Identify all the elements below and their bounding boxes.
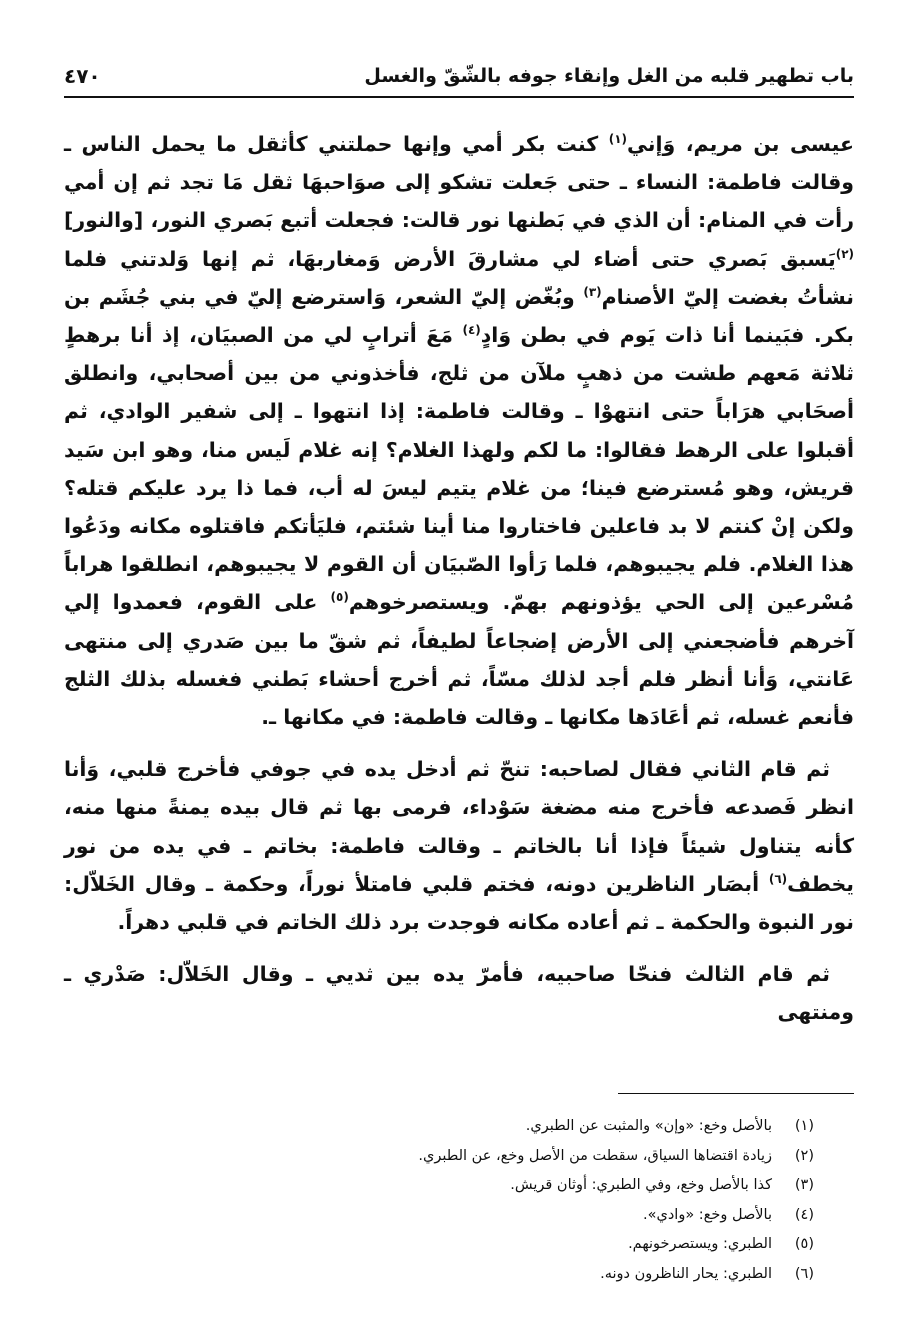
footnotes-list — [120, 1112, 814, 1289]
footnote-item — [120, 1142, 814, 1172]
footnote-text: بالأصل وخع: «وادي». — [643, 1206, 772, 1223]
paragraph-text: كنت بكر أمي وإنها حملتني كأثقل ما يحمل الناس ـ وقالت فاطمة: النساء ـ حتى جَعلت تشكو إلى صوَاحبهَا ثقل مَا تجد ثم إن أمي رأت في المنام: أن الذي في بَطنها نور قالت: فجعلت أتبع بَصري النور، [والنور] — [64, 132, 854, 233]
footnote-number: (٢) — [794, 1147, 814, 1164]
paragraph-text: عيسى بن مريم، وَإني — [627, 132, 854, 156]
paragraph-text: أبصَار الناظرين دونه، فختم قلبي فامتلأ نوراً، وحكمة ـ وقال الخَلاّل: نور النبوة والحكمة ـ ثم أعاده مكانه فوجدت برد ذلك الخاتم في قلبي دهراً. — [64, 871, 854, 935]
footnote-number: (١) — [794, 1118, 814, 1134]
footnote-text: الطبري: ويستصرخونهم. — [628, 1236, 772, 1252]
footnote-marker: (٦) — [768, 872, 788, 887]
body-paragraph — [64, 955, 854, 1031]
paragraph-text: مَعَ أترابٍ لي من الصبيَان، إذ أنا برهطٍ ثلاثة مَعهم طشت من ذهبٍ ملآن من ثلج، فأخذوني من بين أصحابي، وانطلق أصحَابي هرَاباً حتى انتهوْا ـ وقالت فاطمة: إذا انتهوا ـ إلى شفير الوادي، ثم أقبلوا على الرهط فقالوا: ما لكم ولهذا الغلام؟ إنه غلام لَيس منا، وهو ابن سَيد قريش، وهو مُسترضع فينا؛ من غلام يتيم ليسَ له أب، فما ذا يرد عليكم قتله؟ ولكن إنْ كنتم لا بد فاعلين فاختاروا منا أينا شئتم، فليَأتكم فاقتلوه مكانه ودَعُوا هذا الغلام. فلم يجيبوهم، فلما رَأوا الصّبيَان أن القوم لا يجيبوهم، انطلقوا هراباً مُسْرعين إلى الحي يؤذونهم بهمّ. ويستصرخوهم — [64, 323, 855, 615]
footnote-item — [120, 1171, 814, 1201]
footnote-text: الطبري: يحار الناظرون دونه. — [600, 1265, 772, 1282]
footnote-number: (٥) — [794, 1236, 814, 1252]
page-number: ٤٧٠ — [64, 64, 101, 88]
paragraph-text: على القوم، فعمدوا إلي آخرهم فأضجعني إلى الأرض إضجاعاً لطيفاً، ثم شقّ ما بين صَدري إلى منتهى عَانتي، وَأنا أنظر فلم أجد لذلك مسّاً، ثم أخرج أحشاء بَطني فغسله بذلك الثلج فأنعم غسله، ثم أعَادَها مكانها ـ وقالت فاطمة: في مكانها ـ. — [64, 590, 854, 730]
chapter-title: باب تطهير قلبه من الغل وإنقاء جوفه بالشّقّ والغسل — [364, 65, 854, 87]
footnote-text: بالأصل وخع: «وإن» والمثبت عن الطبري. — [525, 1118, 772, 1134]
footnote-marker: (٢) — [835, 246, 854, 261]
footnote-marker: (٤) — [462, 323, 481, 338]
footnote-number: (٤) — [794, 1206, 814, 1223]
footnote-number: (٦) — [794, 1265, 814, 1282]
footnote-text: كذا بالأصل وخع، وفي الطبري: أوثان قريش. — [510, 1177, 772, 1193]
footnote-item — [120, 1260, 814, 1290]
footnote-item — [120, 1112, 814, 1142]
footnote-marker: (٣) — [583, 284, 602, 299]
footnote-marker: (٥) — [330, 590, 349, 605]
running-header — [64, 56, 854, 98]
body-paragraph — [64, 750, 854, 941]
paragraph-text: يَسبق بَصري حتى أضاء لي مشارقَ الأرض وَمغاربهَا، ثم إنها وَلدتني فلما نشأتُ بغضت إليّ الأصنام — [64, 246, 855, 309]
main-text — [64, 125, 854, 1046]
footnote-item — [120, 1201, 814, 1231]
footnote-number: (٣) — [794, 1177, 814, 1193]
paragraph-text: ثم قام الثاني فقال لصاحبه: تنحّ ثم أدخل يده في جوفي فأخرج قلبي، وَأنا انظر فَصدعه فأخرج منه مضغة سَوْداء، فرمى بها ثم قال بيده يمنةً منها منه، كأنه يتناول شيئاً فإذا أنا بالخاتم ـ وقالت فاطمة: بخاتم ـ في يده من نور يخطف — [64, 757, 854, 896]
footnote-item — [120, 1230, 814, 1260]
footnote-marker: (١) — [608, 132, 628, 147]
body-paragraph — [64, 125, 854, 736]
footnote-text: زيادة اقتضاها السياق، سقطت من الأصل وخع، عن الطبري. — [418, 1147, 772, 1164]
paragraph-text: وبُغّض إليّ الشعر، وَاسترضع إليّ في بني جُشَم بن بكر. فبَينما أنا ذات يَوم في بطن وَادٍ — [64, 284, 854, 348]
paragraph-text: ثم قام الثالث فنحّا صاحبيه، فأمرّ يده بين ثديي ـ وقال الخَلاّل: صَدْري ـ ومنتهى — [64, 962, 854, 1025]
footnote-divider — [618, 1093, 854, 1094]
